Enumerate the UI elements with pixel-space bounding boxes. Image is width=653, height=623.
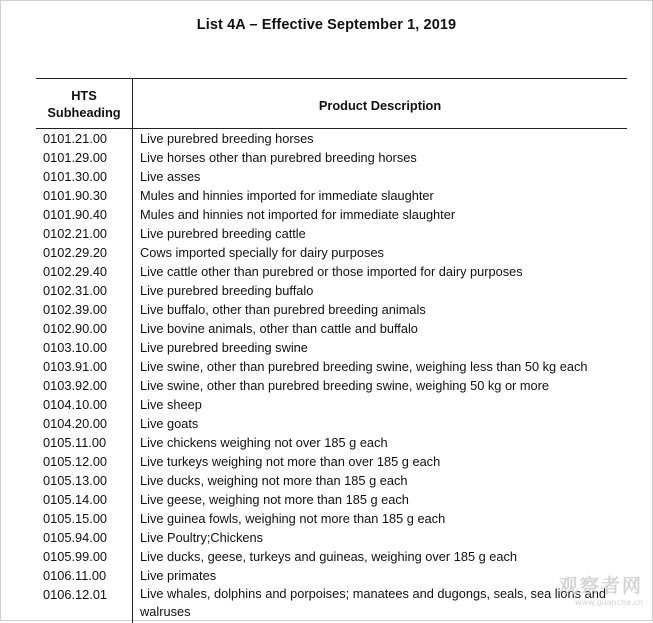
product-description-cell: Live ducks, weighing not more than 185 g each bbox=[133, 471, 628, 490]
table-row bbox=[36, 471, 627, 490]
table-row bbox=[36, 186, 627, 205]
hts-header-line1: HTS bbox=[71, 88, 97, 103]
table-row bbox=[36, 490, 627, 509]
product-description-cell: Live purebred breeding cattle bbox=[133, 224, 628, 243]
table-row bbox=[36, 281, 627, 300]
table-header-row bbox=[36, 79, 627, 129]
product-description-cell: Live asses bbox=[133, 167, 628, 186]
product-description-cell: Live purebred breeding swine bbox=[133, 338, 628, 357]
hts-code-cell: 0105.13.00 bbox=[36, 471, 133, 490]
table-row bbox=[36, 262, 627, 281]
hts-table bbox=[36, 78, 627, 623]
hts-code-cell: 0103.91.00 bbox=[36, 357, 133, 376]
hts-code-cell: 0106.11.00 bbox=[36, 566, 133, 585]
hts-code-cell: 0101.30.00 bbox=[36, 167, 133, 186]
product-description-cell: Live ducks, geese, turkeys and guineas, weighing over 185 g each bbox=[133, 547, 628, 566]
hts-subheading-header bbox=[36, 79, 133, 129]
product-description-cell: Live primates bbox=[133, 566, 628, 585]
product-description-cell: Cows imported specially for dairy purposes bbox=[133, 243, 628, 262]
hts-code-cell: 0103.92.00 bbox=[36, 376, 133, 395]
table-row bbox=[36, 509, 627, 528]
hts-code-cell: 0102.21.00 bbox=[36, 224, 133, 243]
table-row bbox=[36, 319, 627, 338]
product-description-cell: Live buffalo, other than purebred breeding animals bbox=[133, 300, 628, 319]
hts-code-cell: 0105.12.00 bbox=[36, 452, 133, 471]
table-row bbox=[36, 433, 627, 452]
hts-code-cell: 0102.39.00 bbox=[36, 300, 133, 319]
product-description-cell: Live cattle other than purebred or those imported for dairy purposes bbox=[133, 262, 628, 281]
table-row bbox=[36, 129, 627, 149]
table-row bbox=[36, 452, 627, 471]
product-description-cell: Live turkeys weighing not more than over 185 g each bbox=[133, 452, 628, 471]
hts-code-cell: 0105.11.00 bbox=[36, 433, 133, 452]
hts-code-cell: 0101.29.00 bbox=[36, 148, 133, 167]
product-description-cell: Live whales, dolphins and porpoises; manatees and dugongs, seals, sea lions and walruses bbox=[133, 585, 628, 623]
hts-code-cell: 0105.15.00 bbox=[36, 509, 133, 528]
table-row bbox=[36, 528, 627, 547]
table-row bbox=[36, 224, 627, 243]
table-row bbox=[36, 167, 627, 186]
hts-code-cell: 0106.12.01 bbox=[36, 585, 133, 623]
hts-code-cell: 0105.94.00 bbox=[36, 528, 133, 547]
product-description-cell: Live sheep bbox=[133, 395, 628, 414]
hts-code-cell: 0104.10.00 bbox=[36, 395, 133, 414]
hts-code-cell: 0102.29.40 bbox=[36, 262, 133, 281]
hts-code-cell: 0104.20.00 bbox=[36, 414, 133, 433]
table-row bbox=[36, 395, 627, 414]
product-description-cell: Mules and hinnies imported for immediate slaughter bbox=[133, 186, 628, 205]
product-description-cell: Live chickens weighing not over 185 g each bbox=[133, 433, 628, 452]
table-row bbox=[36, 205, 627, 224]
hts-code-cell: 0102.90.00 bbox=[36, 319, 133, 338]
table-body bbox=[36, 129, 627, 623]
table-row bbox=[36, 338, 627, 357]
watermark-logo-text: 观察者网 bbox=[559, 571, 643, 598]
table-row bbox=[36, 357, 627, 376]
watermark-url: www.guancha.cn bbox=[559, 598, 643, 607]
hts-code-cell: 0105.99.00 bbox=[36, 547, 133, 566]
product-description-cell: Live geese, weighing not more than 185 g each bbox=[133, 490, 628, 509]
product-description-cell: Live bovine animals, other than cattle and buffalo bbox=[133, 319, 628, 338]
table-row bbox=[36, 414, 627, 433]
hts-code-cell: 0102.31.00 bbox=[36, 281, 133, 300]
product-description-header: Product Description bbox=[133, 79, 628, 129]
product-description-cell: Live purebred breeding horses bbox=[133, 129, 628, 149]
hts-code-cell: 0103.10.00 bbox=[36, 338, 133, 357]
table-row bbox=[36, 566, 627, 585]
document-title: List 4A – Effective September 1, 2019 bbox=[0, 17, 653, 33]
table-row bbox=[36, 243, 627, 262]
product-description-cell: Mules and hinnies not imported for immediate slaughter bbox=[133, 205, 628, 224]
product-description-cell: Live guinea fowls, weighing not more than 185 g each bbox=[133, 509, 628, 528]
product-description-cell: Live goats bbox=[133, 414, 628, 433]
product-description-cell: Live Poultry;Chickens bbox=[133, 528, 628, 547]
table-row bbox=[36, 148, 627, 167]
table-row bbox=[36, 585, 627, 623]
hts-code-cell: 0101.90.40 bbox=[36, 205, 133, 224]
product-description-cell: Live purebred breeding buffalo bbox=[133, 281, 628, 300]
table-row bbox=[36, 300, 627, 319]
hts-code-cell: 0101.90.30 bbox=[36, 186, 133, 205]
hts-header-line2: Subheading bbox=[47, 105, 120, 120]
product-description-cell: Live swine, other than purebred breeding swine, weighing less than 50 kg each bbox=[133, 357, 628, 376]
hts-code-cell: 0105.14.00 bbox=[36, 490, 133, 509]
hts-code-cell: 0101.21.00 bbox=[36, 129, 133, 149]
table-row bbox=[36, 376, 627, 395]
table-row bbox=[36, 547, 627, 566]
product-description-cell: Live horses other than purebred breeding horses bbox=[133, 148, 628, 167]
hts-code-cell: 0102.29.20 bbox=[36, 243, 133, 262]
product-description-cell: Live swine, other than purebred breeding swine, weighing 50 kg or more bbox=[133, 376, 628, 395]
